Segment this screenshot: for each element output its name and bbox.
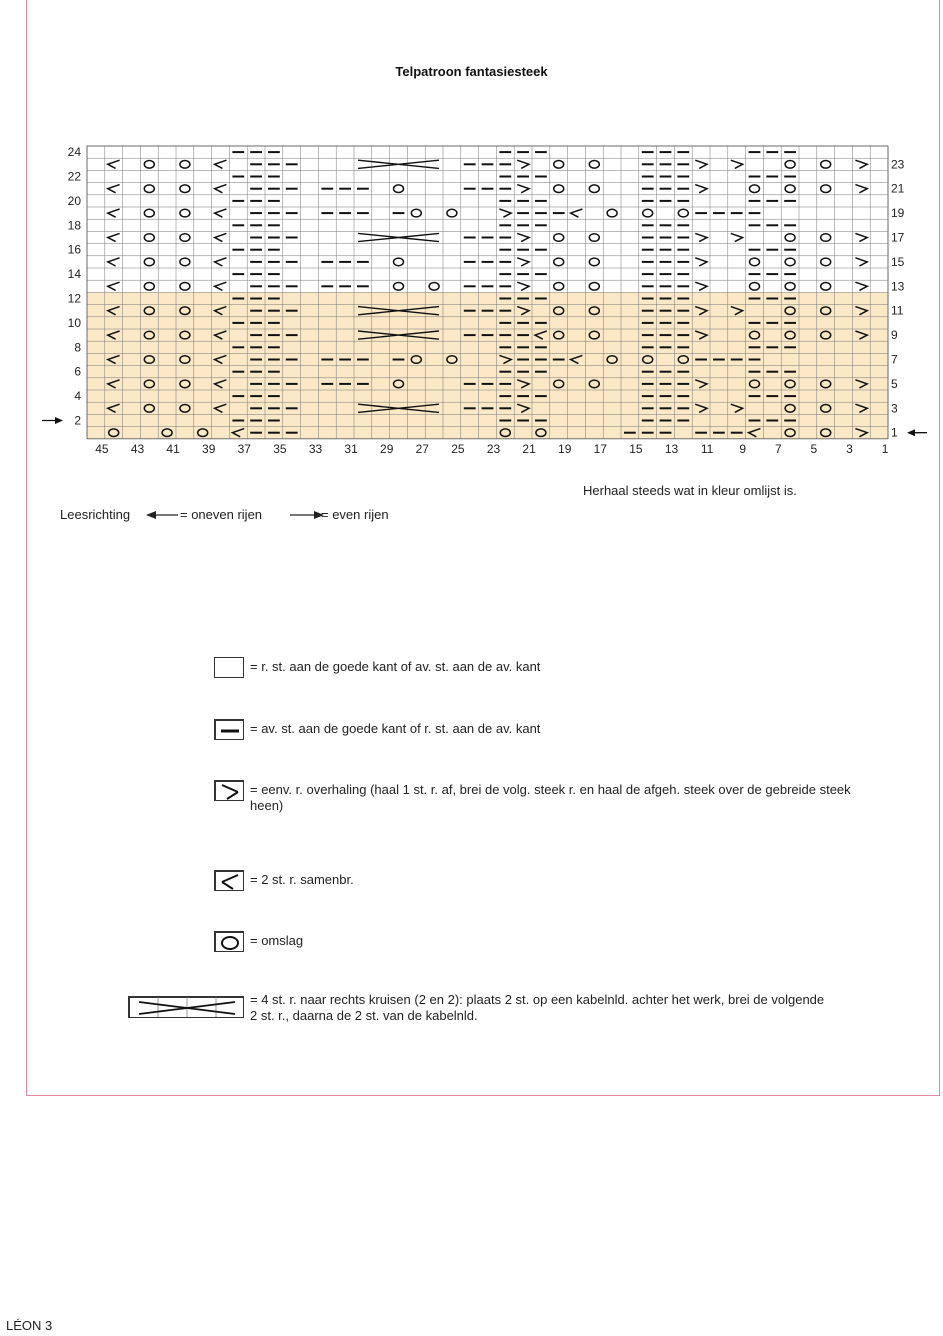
yarn-over [180,283,190,291]
row-label-right: 17 [891,230,905,245]
ssk-stitch [517,233,529,241]
legend-text-cable: = 4 st. r. naar rechts kruisen (2 en 2): plaats 2 st. op een kabelnld. achter het werk, brei de volgende 2 st. r., daarna de 2 st. van de kabelnld. [250,992,825,1023]
row-label-right: 19 [891,206,905,221]
knitting-chart [0,140,943,470]
row-label-left: 16 [67,242,81,257]
empty-square-icon [214,657,244,678]
stitch-label: 23 [486,441,501,456]
row-label-left: 14 [67,267,81,282]
k2tog-stitch [108,160,120,168]
ssk-stitch [695,233,707,241]
stitch-label: 19 [558,441,572,456]
row-2-arrow-icon [55,417,63,424]
k2tog-stitch [108,209,120,217]
yarn-over [447,209,457,217]
yarn-over [180,258,190,266]
stitch-label: 33 [308,441,323,456]
yarn-over [589,258,599,266]
ssk-stitch [731,233,743,241]
yarn-over [180,209,190,217]
yarn-over [554,161,564,169]
ssk-stitch [499,209,511,217]
k2tog-stitch [571,209,583,217]
row-label-left: 18 [67,218,81,233]
odd-rows-label: = oneven rijen [180,507,263,522]
row-label-left: 24 [67,145,81,160]
yarn-over [678,209,688,217]
chart-title: Telpatroon fantasiesteek [395,64,548,79]
legend-text-purl: = av. st. aan de goede kant of r. st. aan de av. kant [250,721,541,736]
yarn-over [144,161,154,169]
ssk-stitch [695,185,707,193]
ssk-stitch [855,233,867,241]
ssk-stitch [517,160,529,168]
yarn-over [554,283,564,291]
yarn-over [821,283,831,291]
k2tog-stitch [108,185,120,193]
yarn-over [607,209,617,217]
footer-label: LÉON 3 [6,1318,53,1333]
yarn-over [180,234,190,242]
yarn-over [589,185,599,193]
yarn-over [785,283,795,291]
row-label-right: 13 [891,279,905,294]
row-label-right: 15 [891,254,905,269]
yarn-over [554,234,564,242]
ssk-stitch [855,160,867,168]
k2tog-stitch [108,258,120,266]
k2tog-stitch [215,209,227,217]
left-arrow-icon [146,509,180,521]
yarn-over [180,185,190,193]
stitch-label: 5 [810,441,818,456]
yarn-over [554,258,564,266]
ssk-stitch [517,258,529,266]
k2tog-stitch [215,185,227,193]
stitch-label: 45 [95,441,109,456]
stitch-label: 17 [593,441,607,456]
k2tog-decrease-icon [214,870,244,891]
cable-cross [399,160,440,168]
yarn-over-icon [214,931,244,952]
row-label-left: 2 [74,413,81,428]
yarn-over [785,185,795,193]
row-label-left: 22 [67,169,81,184]
stitch-label: 13 [664,441,679,456]
stitch-label: 25 [451,441,465,456]
stitch-label: 43 [130,441,145,456]
yarn-over [821,234,831,242]
reading-label: Leesrichting [60,507,131,522]
stitch-label: 1 [881,441,889,456]
row-label-right: 23 [891,157,905,172]
row-label-left: 4 [74,389,81,404]
yarn-over [643,209,653,217]
yarn-over [394,258,404,266]
yarn-over [750,185,760,193]
yarn-over [589,161,599,169]
ssk-stitch [855,282,867,290]
yarn-over [589,234,599,242]
row-label-right: 9 [891,328,898,343]
repeat-note: Herhaal steeds wat in kleur omlijst is. [583,483,797,498]
right-arrow-icon [290,509,324,521]
yarn-over [144,283,154,291]
row-label-right: 1 [891,425,898,440]
ssk-stitch [855,185,867,193]
stitch-label: 31 [344,441,358,456]
row-label-right: 7 [891,352,898,367]
yarn-over [821,258,831,266]
stitch-label: 27 [415,441,429,456]
yarn-over [394,185,404,193]
cable-cross [358,233,399,241]
yarn-over [429,283,439,291]
k2tog-stitch [108,282,120,290]
row-label-left: 6 [74,364,81,379]
yarn-over [785,234,795,242]
even-rows-label: = even rijen [321,507,389,522]
yarn-over [589,283,599,291]
yarn-over [750,258,760,266]
row-label-left: 20 [67,193,81,208]
cable-cross [358,160,399,168]
row-label-right: 11 [891,303,904,318]
purl-dash-icon [214,719,244,740]
ssk-decrease-icon [214,780,244,801]
yarn-over [394,283,404,291]
stitch-label: 3 [846,441,853,456]
yarn-over [750,283,760,291]
ssk-stitch [695,282,707,290]
ssk-stitch [517,185,529,193]
stitch-label: 9 [739,441,747,456]
stitch-label: 15 [629,441,643,456]
row-label-right: 21 [891,181,905,196]
yarn-over [821,185,831,193]
yarn-over [180,161,190,169]
k2tog-stitch [215,282,227,290]
stitch-label: 39 [202,441,216,456]
legend-text-yo: = omslag [250,933,304,948]
stitch-label: 35 [273,441,287,456]
ssk-stitch [855,258,867,266]
yarn-over [144,209,154,217]
ssk-stitch [517,282,529,290]
row-label-right: 5 [891,376,898,391]
row-1-arrow-icon [907,429,915,436]
legend-text-ssk: = eenv. r. overhaling (haal 1 st. r. af, brei de volg. steek r. en haal de afgeh. steek over de gebreide steek heen) [250,782,851,813]
cable-cross [399,233,440,241]
legend-text-knit: = r. st. aan de goede kant of av. st. aan de av. kant [250,659,541,674]
yarn-over [785,161,795,169]
row-label-left: 12 [67,291,81,306]
ssk-stitch [695,258,707,266]
yarn-over [144,234,154,242]
ssk-stitch [731,160,743,168]
stitch-label: 29 [380,441,394,456]
stitch-label: 7 [774,441,782,456]
yarn-over [785,258,795,266]
stitch-label: 11 [700,441,714,456]
k2tog-stitch [215,258,227,266]
ssk-stitch [695,160,707,168]
yarn-over [144,185,154,193]
k2tog-stitch [215,160,227,168]
stitch-label: 37 [237,441,251,456]
k2tog-stitch [108,233,120,241]
yarn-over [554,185,564,193]
yarn-over [144,258,154,266]
stitch-label: 41 [166,441,180,456]
row-label-right: 3 [891,401,898,416]
k2tog-stitch [215,233,227,241]
stitch-label: 21 [522,441,536,456]
row-label-left: 8 [74,340,81,355]
cable-cross-icon [128,996,244,1018]
legend-text-k2tog: = 2 st. r. samenbr. [250,872,354,887]
yarn-over [411,209,421,217]
row-label-left: 10 [67,315,81,330]
yarn-over [821,161,831,169]
